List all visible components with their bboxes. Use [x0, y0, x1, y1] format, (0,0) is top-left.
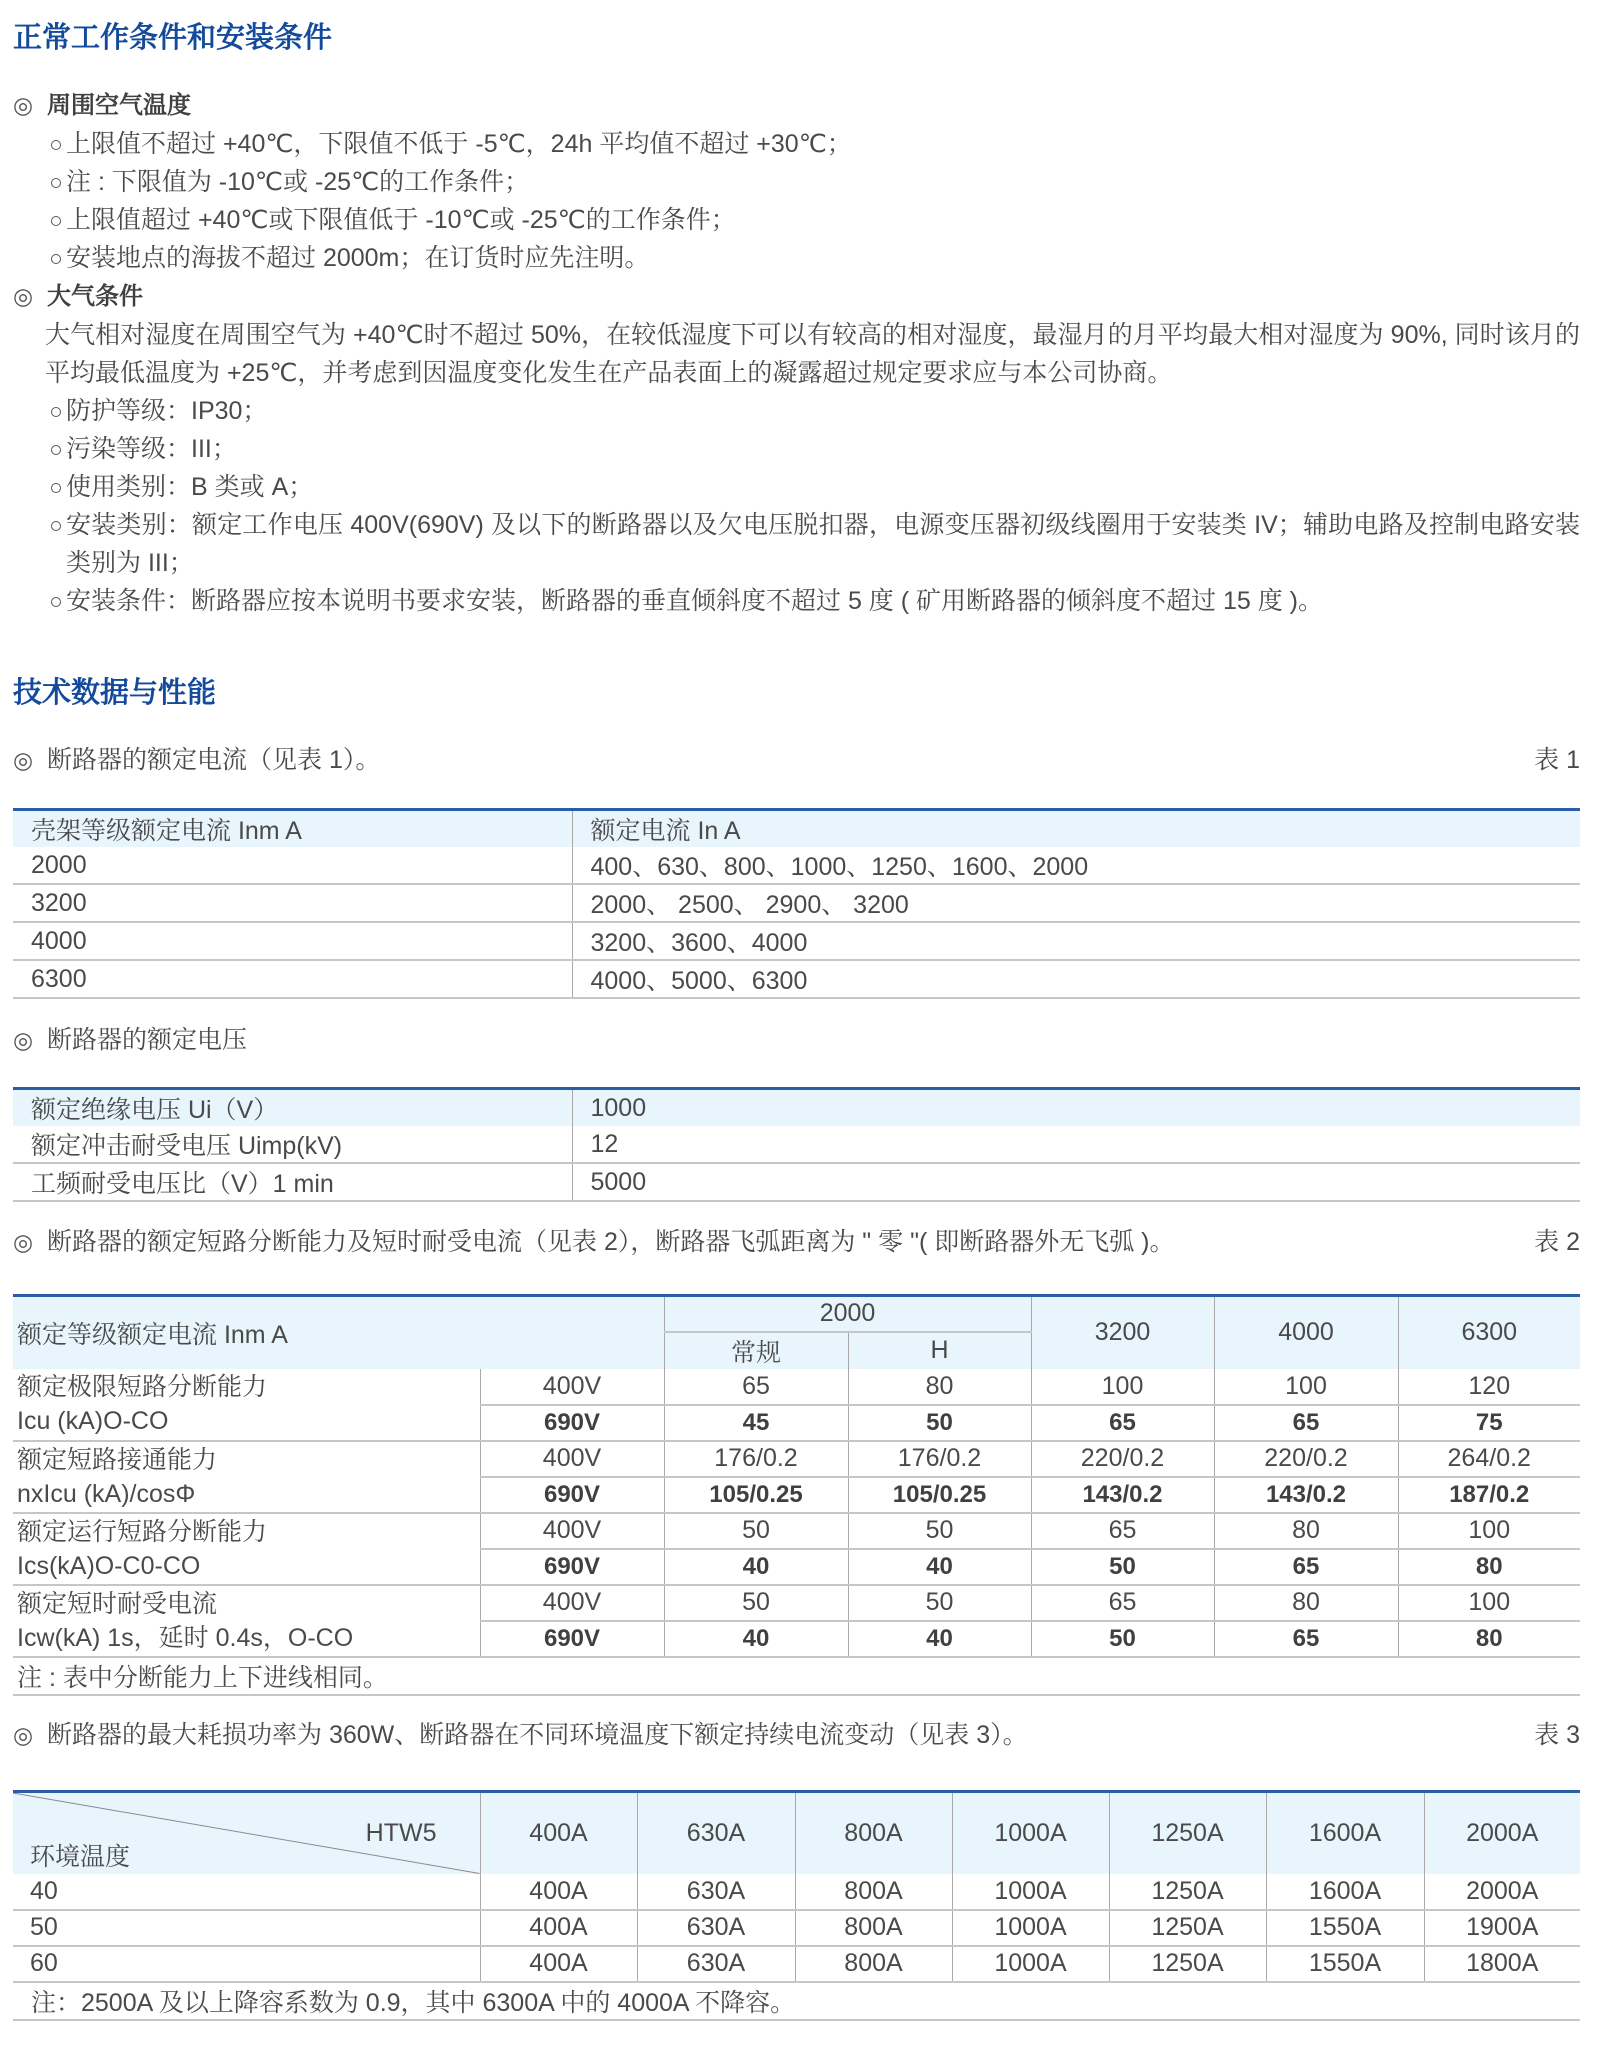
value-cell: 65: [1214, 1621, 1398, 1657]
value-cell: 50: [664, 1585, 848, 1621]
circle-bullet-icon: [51, 254, 61, 264]
column-subheader: 常规: [664, 1332, 848, 1369]
voltage-cell: 690V: [480, 1621, 664, 1657]
value-cell: 176/0.2: [664, 1441, 848, 1477]
value-cell: 630A: [637, 1874, 795, 1910]
subheading-text: 大气条件: [47, 283, 143, 310]
circle-bullet-icon: [51, 216, 61, 226]
corner-header: 额定等级额定电流 Inm A: [13, 1296, 664, 1369]
atmosphere-paragraph: 大气相对湿度在周围空气为 +40℃时不超过 50%，在较低湿度下可以有较高的相对湿度，最湿月的月平均最大相对湿度为 90%, 同时该月的平均最低温度为 +25℃，并考虑到因温度变化发生在产品表面上的凝露超过规定要求应与本公司协商。: [45, 321, 1580, 387]
caption-text: 断路器的额定电流（见表 1）。: [47, 746, 381, 774]
list-item-text: 污染等级：III；: [66, 435, 237, 463]
row-group-label: [13, 1369, 480, 1441]
value-cell: 1600A: [1266, 1874, 1424, 1910]
column-header: 6300: [1398, 1296, 1580, 1369]
caption-text: 断路器的额定短路分断能力及短时耐受电流（见表 2），断路器飞弧距离为 " 零 "( 即断路器外无飞弧 )。: [47, 1228, 1175, 1256]
column-header: 2000A: [1424, 1792, 1580, 1874]
column-subheader: H: [848, 1332, 1031, 1369]
list-item-text: 上限值超过 +40℃或下限值低于 -10℃或 -25℃的工作条件；: [66, 206, 736, 234]
caption-text-wrap: [13, 742, 380, 778]
table-cell: 4000: [13, 922, 572, 960]
table-row: [13, 1910, 1580, 1946]
table-cell: 6300: [13, 960, 572, 998]
temperature-cell: 40: [30, 1876, 58, 1905]
value-cell: 50: [848, 1405, 1031, 1441]
list-item-text: 安装条件：断路器应按本说明书要求安装，断路器的垂直倾斜度不超过 5 度 ( 矿用断路器的倾斜度不超过 15 度 )。: [66, 587, 1323, 615]
value-cell: 400A: [480, 1946, 637, 1982]
value-cell: 1550A: [1266, 1910, 1424, 1946]
row-label-line: 额定短时耐受电流: [17, 1589, 218, 1618]
voltage-cell: 400V: [480, 1369, 664, 1405]
table-row: [13, 1513, 1580, 1549]
table-header-row: [13, 1792, 1580, 1874]
value-cell: 220/0.2: [1214, 1441, 1398, 1477]
circle-bullet-icon: [51, 521, 61, 531]
column-header: 1600A: [1266, 1792, 1424, 1874]
table2-caption: [13, 1224, 1580, 1260]
table-cell: 工频耐受电压比（V）1 min: [13, 1163, 572, 1201]
value-cell: 50: [664, 1513, 848, 1549]
subheading-atmospheric-conditions: [13, 277, 1580, 316]
column-header: 额定电流 In A: [572, 810, 1580, 848]
table-cell: 2000: [31, 850, 87, 879]
column-header: 1250A: [1109, 1792, 1266, 1874]
value-cell: 800A: [795, 1946, 952, 1982]
value-cell: 1250A: [1109, 1946, 1266, 1982]
table-cell: 额定绝缘电压 Ui（V）: [13, 1089, 572, 1127]
subheading-text: 周围空气温度: [47, 92, 191, 119]
value-cell: 187/0.2: [1398, 1477, 1580, 1513]
value-cell: 400A: [480, 1910, 637, 1946]
value-cell: 100: [1398, 1513, 1580, 1549]
value-cell: 40: [664, 1621, 848, 1657]
value-cell: 264/0.2: [1398, 1441, 1580, 1477]
temperature-derating-table: [13, 1790, 1580, 2021]
value-cell: 105/0.25: [664, 1477, 848, 1513]
double-circle-bullet-icon: [13, 277, 47, 316]
table-label: 表 2: [1534, 1228, 1580, 1256]
value-cell: 80: [848, 1369, 1031, 1405]
value-cell: 2000A: [1424, 1874, 1580, 1910]
row-label-line: 额定运行短路分断能力: [17, 1517, 268, 1546]
list-item: [13, 125, 1580, 163]
table-row: [13, 922, 1580, 960]
table-cell: 1000: [572, 1089, 1580, 1127]
value-cell: 1900A: [1424, 1910, 1580, 1946]
table-cell: 额定冲击耐受电压 Uimp(kV): [31, 1132, 343, 1160]
value-cell: 40: [664, 1549, 848, 1585]
subheading-ambient-temperature: [13, 86, 1580, 125]
value-cell: 1250A: [1109, 1910, 1266, 1946]
table-row: [13, 1163, 1580, 1201]
table-note: 注：2500A 及以上降容系数为 0.9，其中 6300A 中的 4000A 不降容。: [13, 1982, 1580, 2020]
value-cell: 65: [1214, 1549, 1398, 1585]
voltage-cell: 690V: [480, 1477, 664, 1513]
table-row: [13, 1089, 1580, 1127]
list-item: [13, 506, 1580, 582]
table-cell: 3200: [13, 884, 572, 922]
value-cell: 65: [1031, 1513, 1214, 1549]
caption-text-wrap: [13, 1022, 247, 1058]
table-row: [13, 884, 1580, 922]
circle-bullet-icon: [51, 483, 61, 493]
value-cell: 105/0.25: [848, 1477, 1031, 1513]
value-cell: 75: [1398, 1405, 1580, 1441]
value-cell: 800A: [795, 1910, 952, 1946]
voltage-cell: 690V: [480, 1549, 664, 1585]
table-row: [13, 1369, 1580, 1405]
rated-current-table: [13, 808, 1580, 999]
value-cell: 1000A: [952, 1910, 1109, 1946]
row-label-line: 额定短路接通能力: [17, 1445, 218, 1474]
list-item-text: 安装地点的海拔不超过 2000m；在订货时应先注明。: [66, 244, 650, 272]
table-label: 表 3: [1534, 1721, 1580, 1749]
row-label-line: Icw(kA) 1s，延时 0.4s，O-CO: [17, 1623, 354, 1652]
table-cell: 3200、3600、4000: [572, 922, 1580, 960]
short-circuit-capacity-table: [13, 1294, 1580, 1696]
diagonal-corner-header: [13, 1792, 480, 1874]
table-header-row: [13, 810, 1580, 848]
table-row: [13, 1946, 1580, 1982]
double-circle-bullet-icon: [13, 742, 47, 778]
list-item: [13, 582, 1580, 620]
value-cell: 50: [1031, 1549, 1214, 1585]
table-note-row: [13, 1982, 1580, 2020]
value-cell: 40: [848, 1621, 1031, 1657]
value-cell: 80: [1214, 1513, 1398, 1549]
list-item-text: 使用类别：B 类或 A；: [66, 473, 314, 501]
table-label: 表 1: [1534, 746, 1580, 774]
table-row: [13, 847, 1580, 884]
temperature-cell: 50: [13, 1910, 480, 1946]
double-circle-bullet-icon: [13, 1022, 47, 1058]
section-title-technical-data: 技术数据与性能: [13, 677, 217, 709]
value-cell: 176/0.2: [848, 1441, 1031, 1477]
caption-text-wrap: [13, 1224, 1174, 1260]
column-header: 400A: [480, 1792, 637, 1874]
value-cell: 400A: [480, 1874, 637, 1910]
list-item-text: 注 : 下限值为 -10℃或 -25℃的工作条件；: [66, 168, 530, 196]
circle-bullet-icon: [51, 597, 61, 607]
table-row: [13, 1441, 1580, 1477]
value-cell: 65: [1031, 1585, 1214, 1621]
caption-text: 断路器的最大耗损功率为 360W、断路器在不同环境温度下额定持续电流变动（见表 3）。: [47, 1721, 1028, 1749]
value-cell: 80: [1398, 1621, 1580, 1657]
table-cell: 4000、5000、6300: [572, 960, 1580, 998]
corner-model-label: HTW5: [365, 1819, 437, 1847]
double-circle-bullet-icon: [13, 86, 47, 125]
value-cell: 1800A: [1424, 1946, 1580, 1982]
row-label-line: Ics(kA)O-C0-CO: [17, 1551, 201, 1580]
value-cell: 630A: [637, 1910, 795, 1946]
table-cell: 5000: [572, 1163, 1580, 1201]
table-cell: 400、630、800、1000、1250、1600、2000: [572, 847, 1580, 884]
column-header: 3200: [1031, 1296, 1214, 1369]
table-row: [13, 1585, 1580, 1621]
list-item: [13, 468, 1580, 506]
value-cell: 40: [848, 1549, 1031, 1585]
voltage-cell: 400V: [480, 1513, 664, 1549]
value-cell: 630A: [637, 1946, 795, 1982]
row-group-label: [13, 1585, 480, 1657]
value-cell: 50: [1031, 1621, 1214, 1657]
temperature-cell: 60: [13, 1946, 480, 1982]
rated-voltage-table: [13, 1087, 1580, 1202]
circle-bullet-icon: [51, 445, 61, 455]
table1-caption: [13, 742, 1580, 778]
table3-caption: [13, 1717, 1580, 1753]
value-cell: 1000A: [952, 1946, 1109, 1982]
column-header: 壳架等级额定电流 Inm A: [13, 810, 572, 848]
value-cell: 100: [1214, 1369, 1398, 1405]
caption-text-wrap: [13, 1717, 1028, 1753]
list-item: [13, 430, 1580, 468]
column-header: 1000A: [952, 1792, 1109, 1874]
column-header: 800A: [795, 1792, 952, 1874]
value-cell: 65: [1031, 1405, 1214, 1441]
value-cell: 143/0.2: [1031, 1477, 1214, 1513]
list-item: [13, 201, 1580, 239]
value-cell: 100: [1031, 1369, 1214, 1405]
section-title-operating-conditions: 正常工作条件和安装条件: [13, 22, 333, 54]
column-group-header: 2000: [664, 1296, 1031, 1332]
list-item: [13, 392, 1580, 430]
voltage-cell: 400V: [480, 1441, 664, 1477]
table-cell: 2000、 2500、 2900、 3200: [572, 884, 1580, 922]
voltage-table-caption: [13, 1022, 1580, 1058]
value-cell: 65: [1214, 1405, 1398, 1441]
value-cell: 65: [664, 1369, 848, 1405]
voltage-cell: 690V: [480, 1405, 664, 1441]
value-cell: 100: [1398, 1585, 1580, 1621]
value-cell: 80: [1214, 1585, 1398, 1621]
value-cell: 50: [848, 1513, 1031, 1549]
table-row: [13, 1874, 1580, 1910]
list-item-text: 防护等级：IP30；: [66, 397, 268, 425]
circle-bullet-icon: [51, 407, 61, 417]
row-label-line: Icu (kA)O-CO: [17, 1407, 169, 1435]
row-label-line: nxIcu (kA)/cosΦ: [17, 1479, 196, 1508]
column-header: 630A: [637, 1792, 795, 1874]
table-header-row: [13, 1296, 1580, 1332]
circle-bullet-icon: [51, 178, 61, 188]
list-item-text: 上限值不超过 +40℃，下限值不低于 -5℃，24h 平均值不超过 +30℃；: [66, 130, 852, 158]
value-cell: 120: [1398, 1369, 1580, 1405]
circle-bullet-icon: [51, 140, 61, 150]
double-circle-bullet-icon: [13, 1224, 47, 1260]
list-item: [13, 239, 1580, 277]
list-item-text: 安装类别：额定工作电压 400V(690V) 及以下的断路器以及欠电压脱扣器，电源变压器初级线圈用于安装类 IV；辅助电路及控制电路安装类别为 III；: [66, 511, 1580, 577]
row-group-label: [13, 1513, 480, 1585]
value-cell: 45: [664, 1405, 848, 1441]
value-cell: 220/0.2: [1031, 1441, 1214, 1477]
value-cell: 80: [1398, 1549, 1580, 1585]
table-row: [13, 1126, 1580, 1163]
value-cell: 50: [848, 1585, 1031, 1621]
table-row: [13, 960, 1580, 998]
value-cell: 1250A: [1109, 1874, 1266, 1910]
voltage-cell: 400V: [480, 1585, 664, 1621]
row-label-line: 额定极限短路分断能力: [17, 1373, 268, 1401]
value-cell: 1550A: [1266, 1946, 1424, 1982]
row-group-label: [13, 1441, 480, 1513]
double-circle-bullet-icon: [13, 1717, 47, 1753]
value-cell: 143/0.2: [1214, 1477, 1398, 1513]
operating-conditions-content: [13, 86, 1580, 620]
value-cell: 1000A: [952, 1874, 1109, 1910]
table-note: 注 : 表中分断能力上下进线相同。: [13, 1657, 1580, 1695]
value-cell: 800A: [795, 1874, 952, 1910]
corner-temperature-label: 环境温度: [30, 1842, 131, 1871]
table-note-row: [13, 1657, 1580, 1695]
table-cell: 12: [572, 1126, 1580, 1163]
caption-text: 断路器的额定电压: [47, 1026, 248, 1054]
list-item: [13, 163, 1580, 201]
column-header: 4000: [1214, 1296, 1398, 1369]
